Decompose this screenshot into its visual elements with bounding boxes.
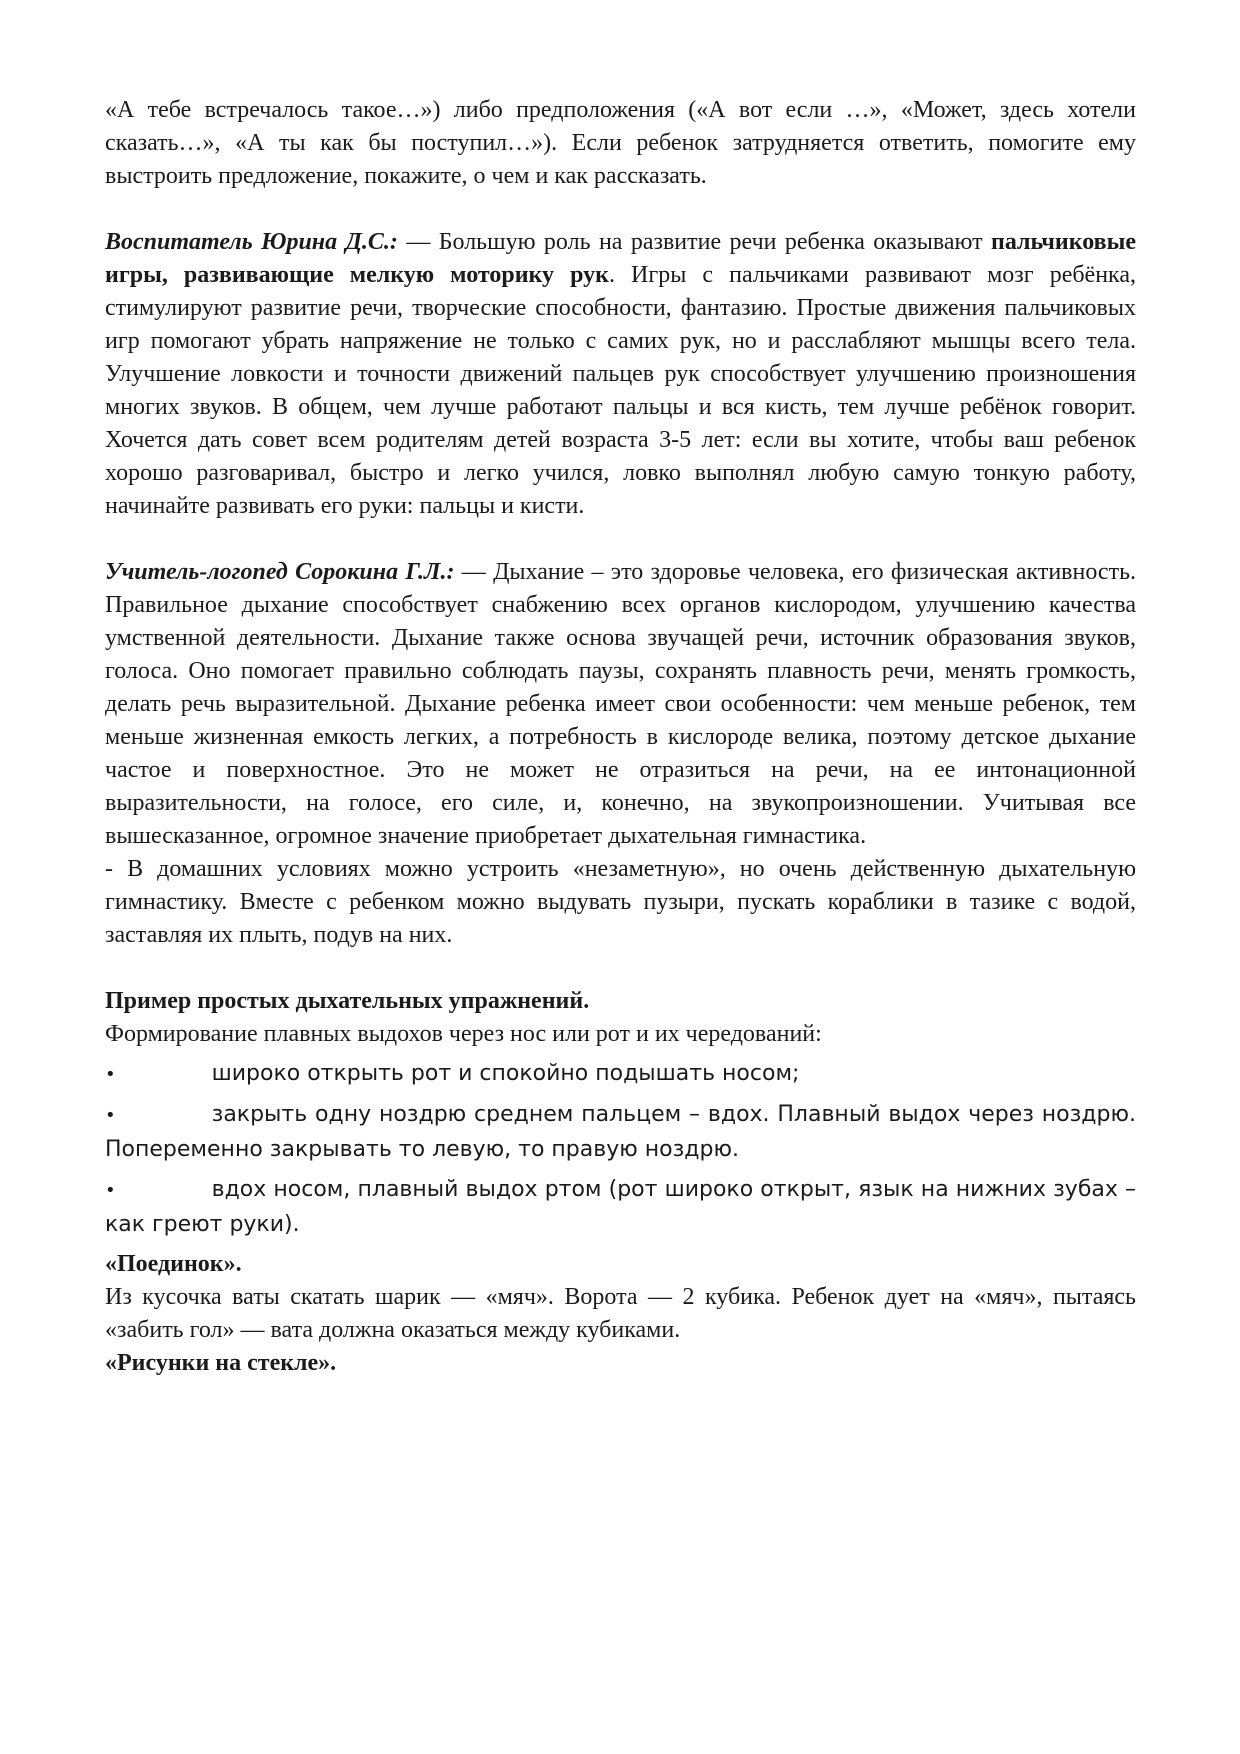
bullet-text: закрыть одну ноздрю среднем пальцем – вдох. Плавный выдох через ноздрю. Попеременно закрывать то левую, то правую ноздрю. (105, 1102, 1136, 1162)
bullet-item-3 (105, 1173, 1136, 1242)
bullet-tab (116, 1120, 212, 1121)
therapist-run1: — Дыхание – это здоровье человека, его физическая активность. Правильное дыхание способствует снабжению всех органов кислородом, улучшению качества умственной деятельности. Дыхание также основа звучащей речи, источник образования звуков, голоса. Оно помогает правильно соблюдать паузы, сохранять плавность речи, менять громкость, делать речь выразительной. Дыхание ребенка имеет свои особенности: чем меньше ребенок, тем меньше жизненная емкость легких, а потребность в кислороде велика, поэтому детское дыхание частое и поверхностное. Это не может не отразиться на речи, на ее интонационной выразительности, на голосе, его силе, и, конечно, на звукопроизношении. Учитывая все вышесказанное, огромное значение приобретает дыхательная гимнастика. (105, 559, 1137, 849)
therapist-speaker: Учитель-логопед Сорокина Г.Л.: (105, 559, 455, 585)
bullet-tab (116, 1079, 212, 1080)
exercises-intro-text: Формирование плавных выдохов через нос или рот и их чередований: (105, 1021, 822, 1047)
bullet-text: вдох носом, плавный выдох ртом (рот широко открыт, язык на нижних зубах – как греют руки). (105, 1177, 1136, 1237)
educator-paragraph (105, 226, 1136, 523)
exercises-intro (105, 1018, 1136, 1051)
bullet-marker: • (105, 1105, 116, 1126)
therapist-paragraph (105, 556, 1136, 853)
bullet-marker: • (105, 1064, 116, 1085)
duel-title (105, 1248, 1136, 1281)
educator-speaker: Воспитатель Юрина Д.С.: (105, 229, 398, 255)
intro-paragraph (105, 94, 1136, 193)
educator-run1: — Большую роль на развитие речи ребенка оказывают (406, 229, 983, 255)
bullet-item-1 (105, 1057, 1136, 1092)
bullet-text: широко открыть рот и спокойно подышать носом; (211, 1061, 800, 1086)
educator-bold-phrase: пальчиковые игры, развивающие мелкую моторику рук (105, 229, 1137, 288)
home-tip-text: - В домашних условиях можно устроить «незаметную», но очень действенную дыхательную гимнастику. Вместе с ребенком можно выдувать пузыри, пускать кораблики в тазике с водой, заставляя их плыть, подув на них. (105, 856, 1136, 948)
bullet-tab (116, 1195, 212, 1196)
home-tip-paragraph (105, 853, 1136, 952)
bullet-marker: • (105, 1180, 116, 1201)
glass-title-text: «Рисунки на стекле». (105, 1350, 337, 1376)
glass-title (105, 1347, 1136, 1380)
exercises-heading-text: Пример простых дыхательных упражнений. (105, 988, 590, 1014)
intro-text: «А тебе встречалось такое…») либо предположения («А вот если …», «Может, здесь хотели сказать…», «А ты как бы поступил…»). Если ребенок затрудняется ответить, помогите ему выстроить предложение, покажите, о чем и как рассказать. (105, 97, 1136, 189)
duel-title-text: «Поединок». (105, 1251, 242, 1277)
bullet-item-2 (105, 1098, 1136, 1167)
educator-run2: . Игры с пальчиками развивают мозг ребёнка, стимулируют развитие речи, творческие способности, фантазию. Простые движения пальчиковых игр помогают убрать напряжение не только с самих рук, но и расслабляют мышцы всего тела. Улучшение ловкости и точности движений пальцев рук способствует улучшению произношения многих звуков. В общем, чем лучше работают пальцы и вся кисть, тем лучше ребёнок говорит. Хочется дать совет всем родителям детей возраста 3-5 лет: если вы хотите, чтобы ваш ребенок хорошо разговаривал, быстро и легко учился, ловко выполнял любую самую тонкую работу, начинайте развивать его руки: пальцы и кисти. (105, 262, 1137, 519)
duel-text: Из кусочка ваты скатать шарик — «мяч». Ворота — 2 кубика. Ребенок дует на «мяч», пытаясь «забить гол» — вата должна оказаться между кубиками. (105, 1284, 1136, 1343)
exercises-heading (105, 985, 1136, 1018)
duel-paragraph (105, 1281, 1136, 1347)
